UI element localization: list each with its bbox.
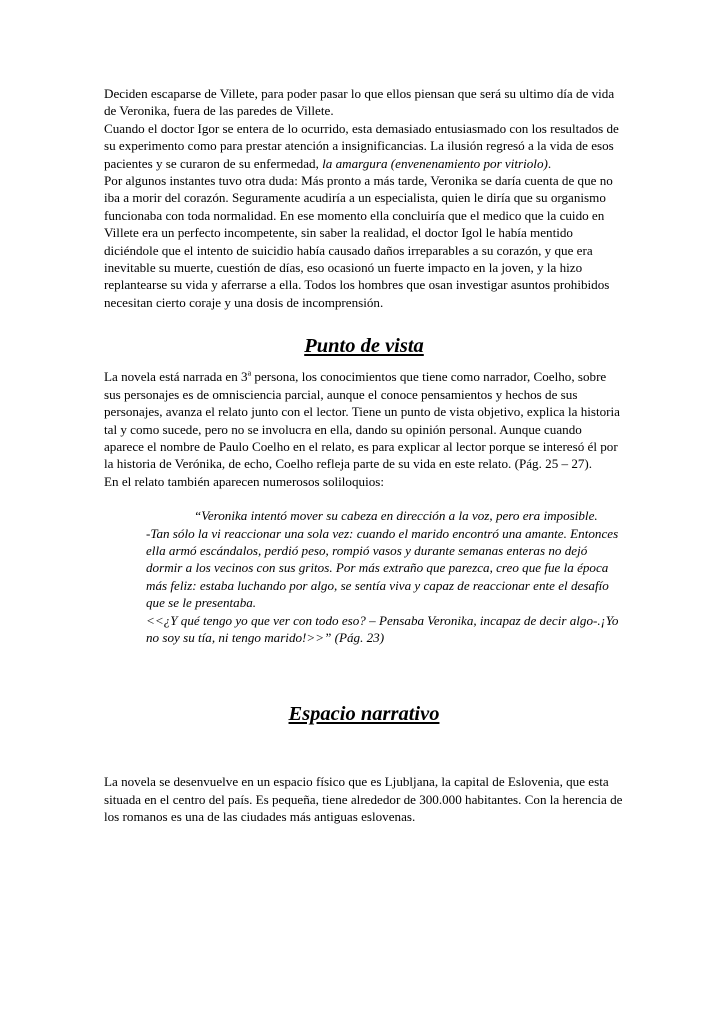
block-quote [146,507,624,646]
quote-line-2: -Tan sólo la vi reaccionar una sola vez: cuando el marido encontró una amante. Entonces ella armó escándalos, perdió peso, rompió vasos y durante semanas enteras no dejó dormir a los vecinos con sus gritos. Por más extraño que parezca, creo que fue la época más feliz: estaba luchando por algo, se sentía viva y capaz de reaccionar ente el desafío que se le presentaba. [146,525,619,611]
paragraph-narrator [104,368,624,472]
paragraph-escape: Deciden escaparse de Villete, para poder pasar lo que ellos piensan que será su ultimo día de vida de Veronika, fuera de las paredes de Villete. [104,86,615,119]
paragraph-doctor-igor-text: Cuando el doctor Igor se entera de lo ocurrido, esta demasiado entusiasmado con los resultados de su experimento como para prestar atención a insignificancias. La ilusión regresó a la vida de esos pacientes y se curaron de su enfermedad, [104,120,619,171]
heading-punto-de-vista: Punto de vista [304,335,424,358]
paragraph-doctor-igor [104,120,624,172]
ordinal-superscript: a [247,368,252,378]
quote-line-1: “Veronika intentó mover su cabeza en dirección a la voz, pero era imposible. [194,508,598,524]
heading-espacio-narrativo: Espacio narrativo [288,703,440,726]
paragraph-soliloquios: En el relato también aparecen numerosos soliloquios: [104,473,384,489]
italic-period: . [547,155,552,171]
paragraph-doubt: Por algunos instantes tuvo otra duda: Más pronto a más tarde, Veronika se daría cuenta de que no iba a morir del corazón. Seguramente acudiría a un especialista, quien le diría que su organismo funcionaba con toda normalidad. En ese momento ella concluiría que el medico que la cuido en Villete era un perfecto incompetente, sin saber la realidad, el doctor Igol le había mentido diciéndole que el intento de suicidio había causado daños irreparables a su corazón, y que era inevitable su muerte, cuestión de días, eso ocasionó un fuerte impacto en la joven, y la hizo replantearse su vida y aferrarse a ella. Todos los hombres que osan investigar asuntos prohibidos necesitan cierto coraje y una dosis de incomprensión. [104,173,613,310]
document-page [104,85,624,826]
narrator-text-a: La novela está narrada en 3 [104,369,248,385]
italic-fragment: la amargura (envenenamiento por vitriolo) [322,155,548,171]
quote-line-3: <<¿Y qué tengo yo que ver con todo eso? – Pensaba Veronika, incapaz de decir algo-.¡Yo no soy su tía, ni tengo marido!>>” (Pág. 23) [146,612,619,645]
narrator-text-b: persona, los conocimientos que tiene como narrador, Coelho, sobre sus personajes es de omnisciencia parcial, aunque el conoce pensamientos y hechos de sus personajes, avanza el relato junto con el lector. Tiene un punto de vista objetivo, explica la historia tal y como sucede, pero no se involucra en ella, dando su opinión personal. Aunque cuando aparece el nombre de Paulo Coelho en el relato, es para explicar al lector porque se interesó él por la historia de Verónika, de echo, Coelho refleja parte de su vida en este relato. (Pág. 25 – 27). [104,369,620,472]
paragraph-ljubljana: La novela se desenvuelve en un espacio físico que es Ljubljana, la capital de Eslovenia, que esta situada en el centro del país. Es pequeña, tiene alrededor de 300.000 habitantes. Con la herencia de los romanos es una de las ciudades más antiguas eslovenas. [104,774,623,825]
